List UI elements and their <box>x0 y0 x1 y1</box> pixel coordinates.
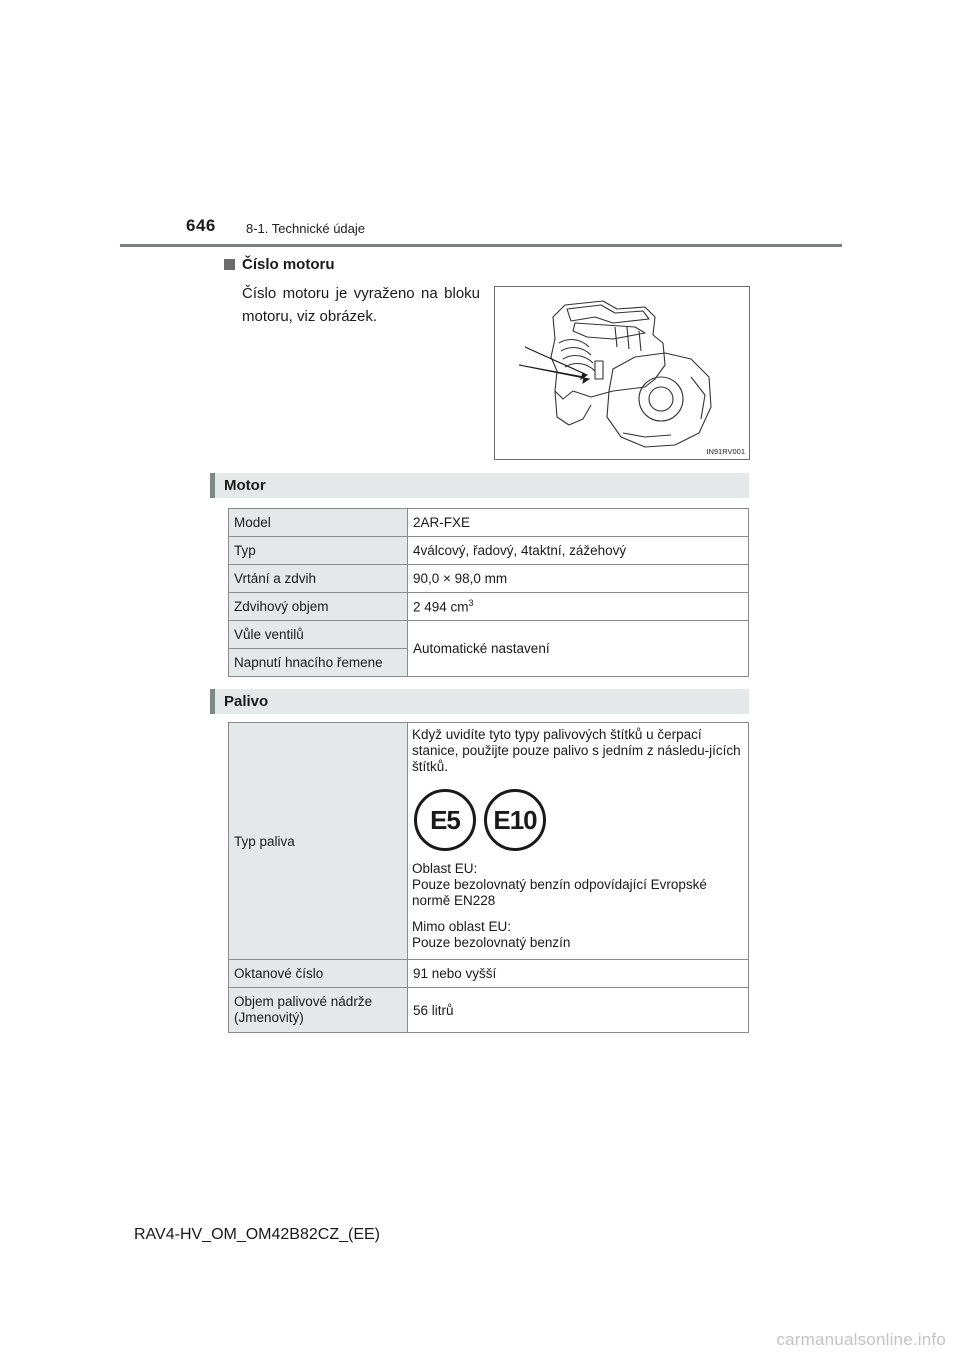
motor-spec-table <box>228 508 749 677</box>
table-row <box>229 565 749 593</box>
table-row <box>229 537 749 565</box>
spec-key: Napnutí hnacího řemene <box>229 649 408 677</box>
engine-number-heading <box>224 256 335 273</box>
table-row <box>229 593 749 621</box>
fuel-intro-text: Když uvidíte tyto typy palivových štítků u čerpací stanice, použijte pouze palivo s jedním z následu-jících štítků. <box>412 727 741 774</box>
section-accent-bar <box>210 689 215 714</box>
spec-value: 2AR-FXE <box>408 509 749 537</box>
spec-key: Vůle ventilů <box>229 621 408 649</box>
eu-label: Oblast EU: <box>412 861 478 876</box>
table-row <box>229 988 749 1033</box>
table-row <box>229 509 749 537</box>
fuel-label-badges <box>414 789 743 851</box>
spec-value: Automatické nastavení <box>408 621 749 677</box>
spec-key-line: Objem palivové nádrže <box>234 994 373 1009</box>
table-row <box>229 723 749 960</box>
displacement-value: 2 494 cm <box>413 599 469 615</box>
motor-section-title: Motor <box>224 477 266 494</box>
fuel-spec-table <box>228 722 749 1033</box>
table-row <box>229 621 749 649</box>
fuel-type-value <box>408 723 749 960</box>
spec-value-displacement <box>408 593 749 621</box>
spec-key-line: (Jmenovitý) <box>234 1010 304 1025</box>
spec-key: Zdvihový objem <box>229 593 408 621</box>
e5-fuel-badge: E5 <box>414 789 476 851</box>
watermark: carmanualsonline.info <box>776 1330 946 1349</box>
engine-illustration <box>494 286 750 460</box>
table-row <box>229 960 749 988</box>
motor-section-header <box>210 473 749 498</box>
engine-number-heading-text: Číslo motoru <box>242 256 335 273</box>
non-eu-label: Mimo oblast EU: <box>412 919 512 934</box>
document-code: RAV4-HV_OM_OM42B82CZ_(EE) <box>134 1226 380 1243</box>
figure-code: IN91RV001 <box>706 447 745 456</box>
spec-key: Oktanové číslo <box>229 960 408 988</box>
spec-key: Vrtání a zdvih <box>229 565 408 593</box>
fuel-section-title: Palivo <box>224 693 269 710</box>
non-eu-text: Pouze bezolovnatý benzín <box>412 935 571 950</box>
e10-fuel-badge: E10 <box>484 789 546 851</box>
spec-value: 4válcový, řadový, 4taktní, zážehový <box>408 537 749 565</box>
spec-key: Model <box>229 509 408 537</box>
engine-number-description: Číslo motoru je vyraženo na bloku motoru, viz obrázek. <box>242 285 480 325</box>
fuel-section-header <box>210 689 749 714</box>
spec-key <box>229 988 408 1033</box>
spec-value: 91 nebo vyšší <box>408 960 749 988</box>
spec-value: 90,0 × 98,0 mm <box>408 565 749 593</box>
engine-drawing <box>495 287 749 459</box>
header-divider <box>120 244 842 247</box>
spec-key: Typ <box>229 537 408 565</box>
chapter-title: 8-1. Technické údaje <box>246 221 366 236</box>
spec-key: Typ paliva <box>229 723 408 960</box>
spec-value: 56 litrů <box>408 988 749 1033</box>
page-number: 646 <box>186 216 216 235</box>
displacement-unit-exponent: 3 <box>468 598 474 609</box>
eu-text: Pouze bezolovnatý benzín odpovídající Evropské normě EN228 <box>412 877 707 908</box>
section-accent-bar <box>210 473 215 498</box>
square-bullet-icon <box>224 259 235 270</box>
